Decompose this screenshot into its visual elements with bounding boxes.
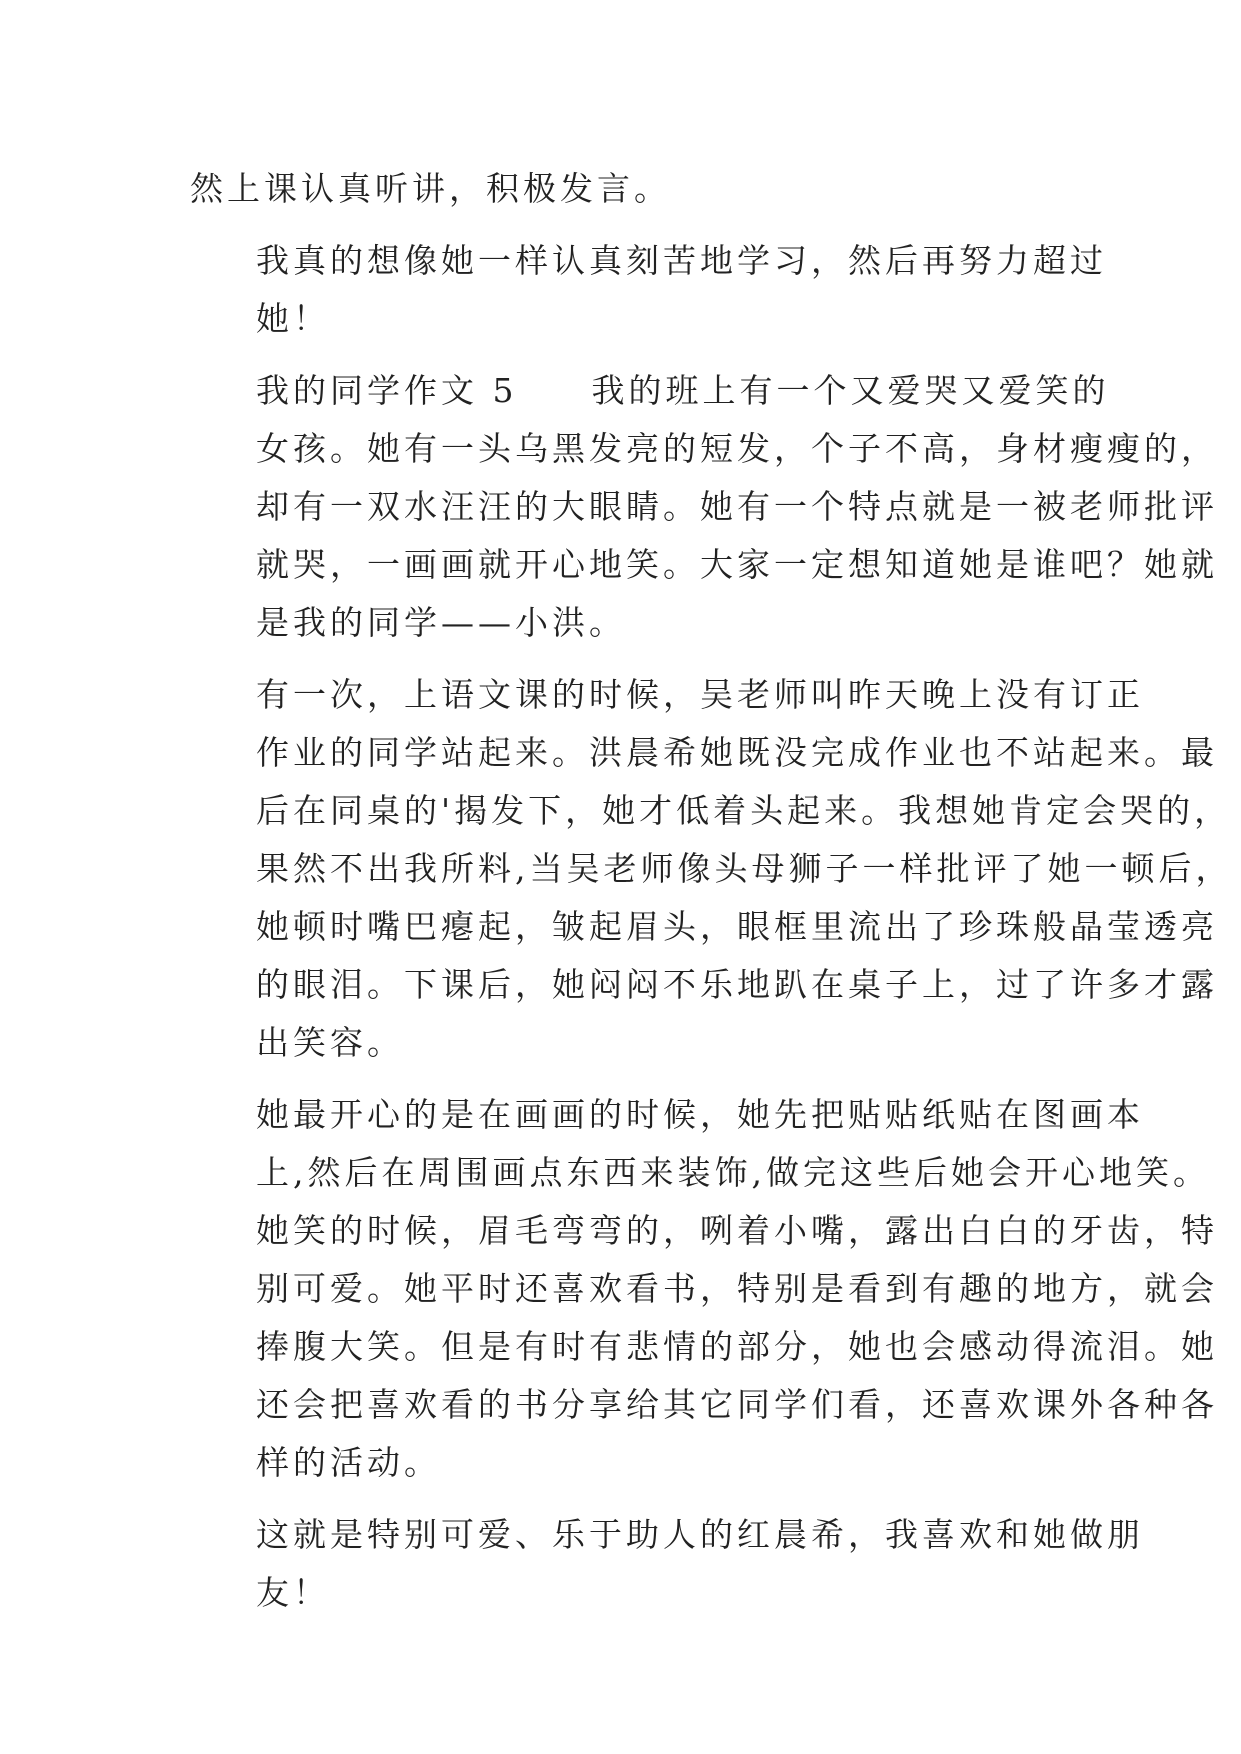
text-line: 的眼泪。下课后，她闷闷不乐地趴在桌子上，过了许多才露 bbox=[256, 965, 1218, 1004]
text-line: 果然不出我所料,当吴老师像头母狮子一样批评了她一顿后， bbox=[256, 849, 1233, 888]
text-line: 上,然后在周围画点东西来装饰,做完这些后她会开心地笑。 bbox=[256, 1153, 1210, 1192]
text-line: 然上课认真听讲，积极发言。 bbox=[190, 169, 671, 208]
text-line: 是我的同学——小洪。 bbox=[256, 603, 626, 642]
text-line: 这就是特别可爱、乐于助人的红晨希，我喜欢和她做朋 bbox=[256, 1515, 1144, 1554]
text-line: 别可爱。她平时还喜欢看书，特别是看到有趣的地方，就会 bbox=[256, 1269, 1218, 1308]
text-line: 作业的同学站起来。洪晨希她既没完成作业也不站起来。最 bbox=[256, 733, 1218, 772]
text-line: 她！ bbox=[256, 299, 330, 338]
paragraph-p1 bbox=[190, 160, 1060, 218]
text-line: 有一次，上语文课的时候，吴老师叫昨天晚上没有订正 bbox=[256, 675, 1144, 714]
text-line: 后在同桌的'揭发下，她才低着头起来。我想她肯定会哭的， bbox=[256, 791, 1232, 830]
paragraph-p2 bbox=[190, 232, 1107, 348]
text-line: 我的同学作文 5 我的班上有一个又爱哭又爱笑的 bbox=[256, 371, 1110, 410]
paragraph-p3 bbox=[190, 362, 1218, 652]
text-line: 她最开心的是在画画的时候，她先把贴贴纸贴在图画本 bbox=[256, 1095, 1144, 1134]
essay-body bbox=[190, 160, 1233, 1636]
text-line: 我真的想像她一样认真刻苦地学习，然后再努力超过 bbox=[256, 241, 1107, 280]
paragraph-p6 bbox=[190, 1506, 1144, 1622]
text-line: 却有一双水汪汪的大眼睛。她有一个特点就是一被老师批评 bbox=[256, 487, 1218, 526]
text-line: 友！ bbox=[256, 1573, 330, 1612]
text-line: 样的活动。 bbox=[256, 1443, 441, 1482]
text-line: 就哭，一画画就开心地笑。大家一定想知道她是谁吧？她就 bbox=[256, 545, 1218, 584]
text-line: 她顿时嘴巴瘪起，皱起眉头，眼框里流出了珍珠般晶莹透亮 bbox=[256, 907, 1218, 946]
text-line: 女孩。她有一头乌黑发亮的短发，个子不高，身材瘦瘦的， bbox=[256, 429, 1218, 468]
text-line: 还会把喜欢看的书分享给其它同学们看，还喜欢课外各种各 bbox=[256, 1385, 1218, 1424]
text-line: 捧腹大笑。但是有时有悲情的部分，她也会感动得流泪。她 bbox=[256, 1327, 1218, 1366]
text-line: 她笑的时候，眉毛弯弯的，咧着小嘴，露出白白的牙齿，特 bbox=[256, 1211, 1218, 1250]
text-line: 出笑容。 bbox=[256, 1023, 404, 1062]
paragraph-p4 bbox=[190, 666, 1233, 1072]
paragraph-p5 bbox=[190, 1086, 1218, 1492]
